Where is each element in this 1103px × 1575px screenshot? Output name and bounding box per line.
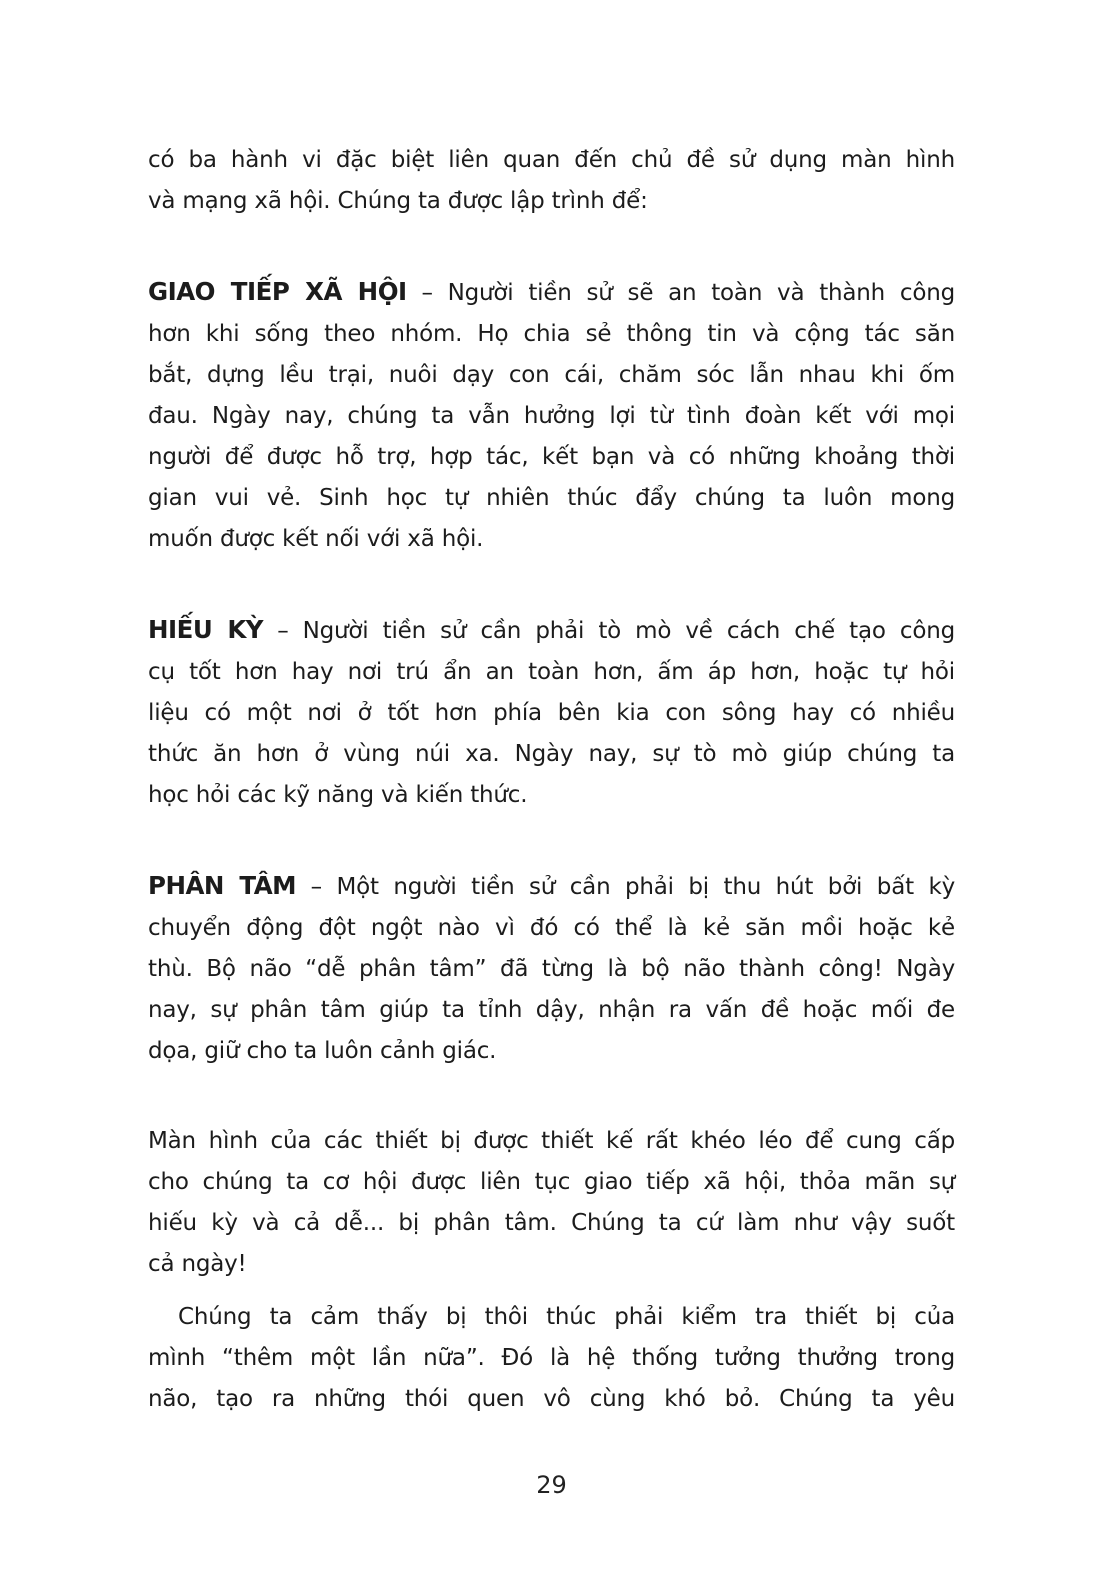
section-heading: PHÂN TÂM (148, 871, 297, 900)
text-line: học hỏi các kỹ năng và kiến thức. (148, 782, 528, 808)
text-line: người để được hỗ trợ, hợp tác, kết bạn và có những khoảng thời (148, 444, 955, 470)
text-line: Màn hình của các thiết bị được thiết kế rất khéo léo để cung cấp (148, 1128, 955, 1154)
text-line: đau. Ngày nay, chúng ta vẫn hưởng lợi từ tình đoàn kết với mọi (148, 403, 955, 429)
text-line: cả ngày! (148, 1251, 247, 1277)
section (148, 609, 955, 816)
text-line: mình “thêm một lần nữa”. Đó là hệ thống tưởng thưởng trong (148, 1345, 955, 1371)
section-first-line-text: – Người tiền sử sẽ an toàn và thành công (421, 280, 955, 306)
text-line: cho chúng ta cơ hội được liên tục giao tiếp xã hội, thỏa mãn sự (148, 1169, 955, 1195)
text-line: hơn khi sống theo nhóm. Họ chia sẻ thông tin và cộng tác săn (148, 321, 955, 347)
paragraph (148, 140, 955, 222)
text-line: và mạng xã hội. Chúng ta được lập trình để: (148, 188, 648, 214)
section-first-line-text: – Một người tiền sử cần phải bị thu hút bởi bất kỳ (310, 874, 955, 900)
text-line: chuyển động đột ngột nào vì đó có thể là kẻ săn mồi hoặc kẻ (148, 915, 955, 941)
section-heading: GIAO TIẾP XÃ HỘI (148, 277, 407, 306)
text-content (148, 140, 955, 1420)
paragraph (148, 1297, 955, 1420)
text-line: muốn được kết nối với xã hội. (148, 526, 484, 552)
text-line: cụ tốt hơn hay nơi trú ẩn an toàn hơn, ấm áp hơn, hoặc tự hỏi (148, 659, 955, 685)
section (148, 865, 955, 1072)
text-line: gian vui vẻ. Sinh học tự nhiên thúc đẩy chúng ta luôn mong (148, 485, 955, 511)
section-first-line-text: – Người tiền sử cần phải tò mò về cách chế tạo công (277, 618, 955, 644)
text-line: nay, sự phân tâm giúp ta tỉnh dậy, nhận ra vấn đề hoặc mối đe (148, 997, 955, 1023)
text-line: Chúng ta cảm thấy bị thôi thúc phải kiểm tra thiết bị của (178, 1304, 955, 1330)
text-line (148, 609, 955, 652)
text-line: bắt, dựng lều trại, nuôi dạy con cái, chăm sóc lẫn nhau khi ốm (148, 362, 955, 388)
text-line: có ba hành vi đặc biệt liên quan đến chủ đề sử dụng màn hình (148, 147, 955, 173)
section (148, 271, 955, 560)
paragraph (148, 1121, 955, 1285)
text-line: thù. Bộ não “dễ phân tâm” đã từng là bộ não thành công! Ngày (148, 956, 955, 982)
text-line: não, tạo ra những thói quen vô cùng khó bỏ. Chúng ta yêu (148, 1386, 955, 1412)
text-line (148, 271, 955, 314)
text-line: dọa, giữ cho ta luôn cảnh giác. (148, 1038, 497, 1064)
page-number: 29 (536, 1471, 567, 1499)
text-line: thức ăn hơn ở vùng núi xa. Ngày nay, sự tò mò giúp chúng ta (148, 741, 955, 767)
text-line (148, 865, 955, 908)
section-heading: HIẾU KỲ (148, 615, 264, 644)
text-line: liệu có một nơi ở tốt hơn phía bên kia con sông hay có nhiều (148, 700, 955, 726)
text-line: hiếu kỳ và cả dễ... bị phân tâm. Chúng ta cứ làm như vậy suốt (148, 1210, 955, 1236)
